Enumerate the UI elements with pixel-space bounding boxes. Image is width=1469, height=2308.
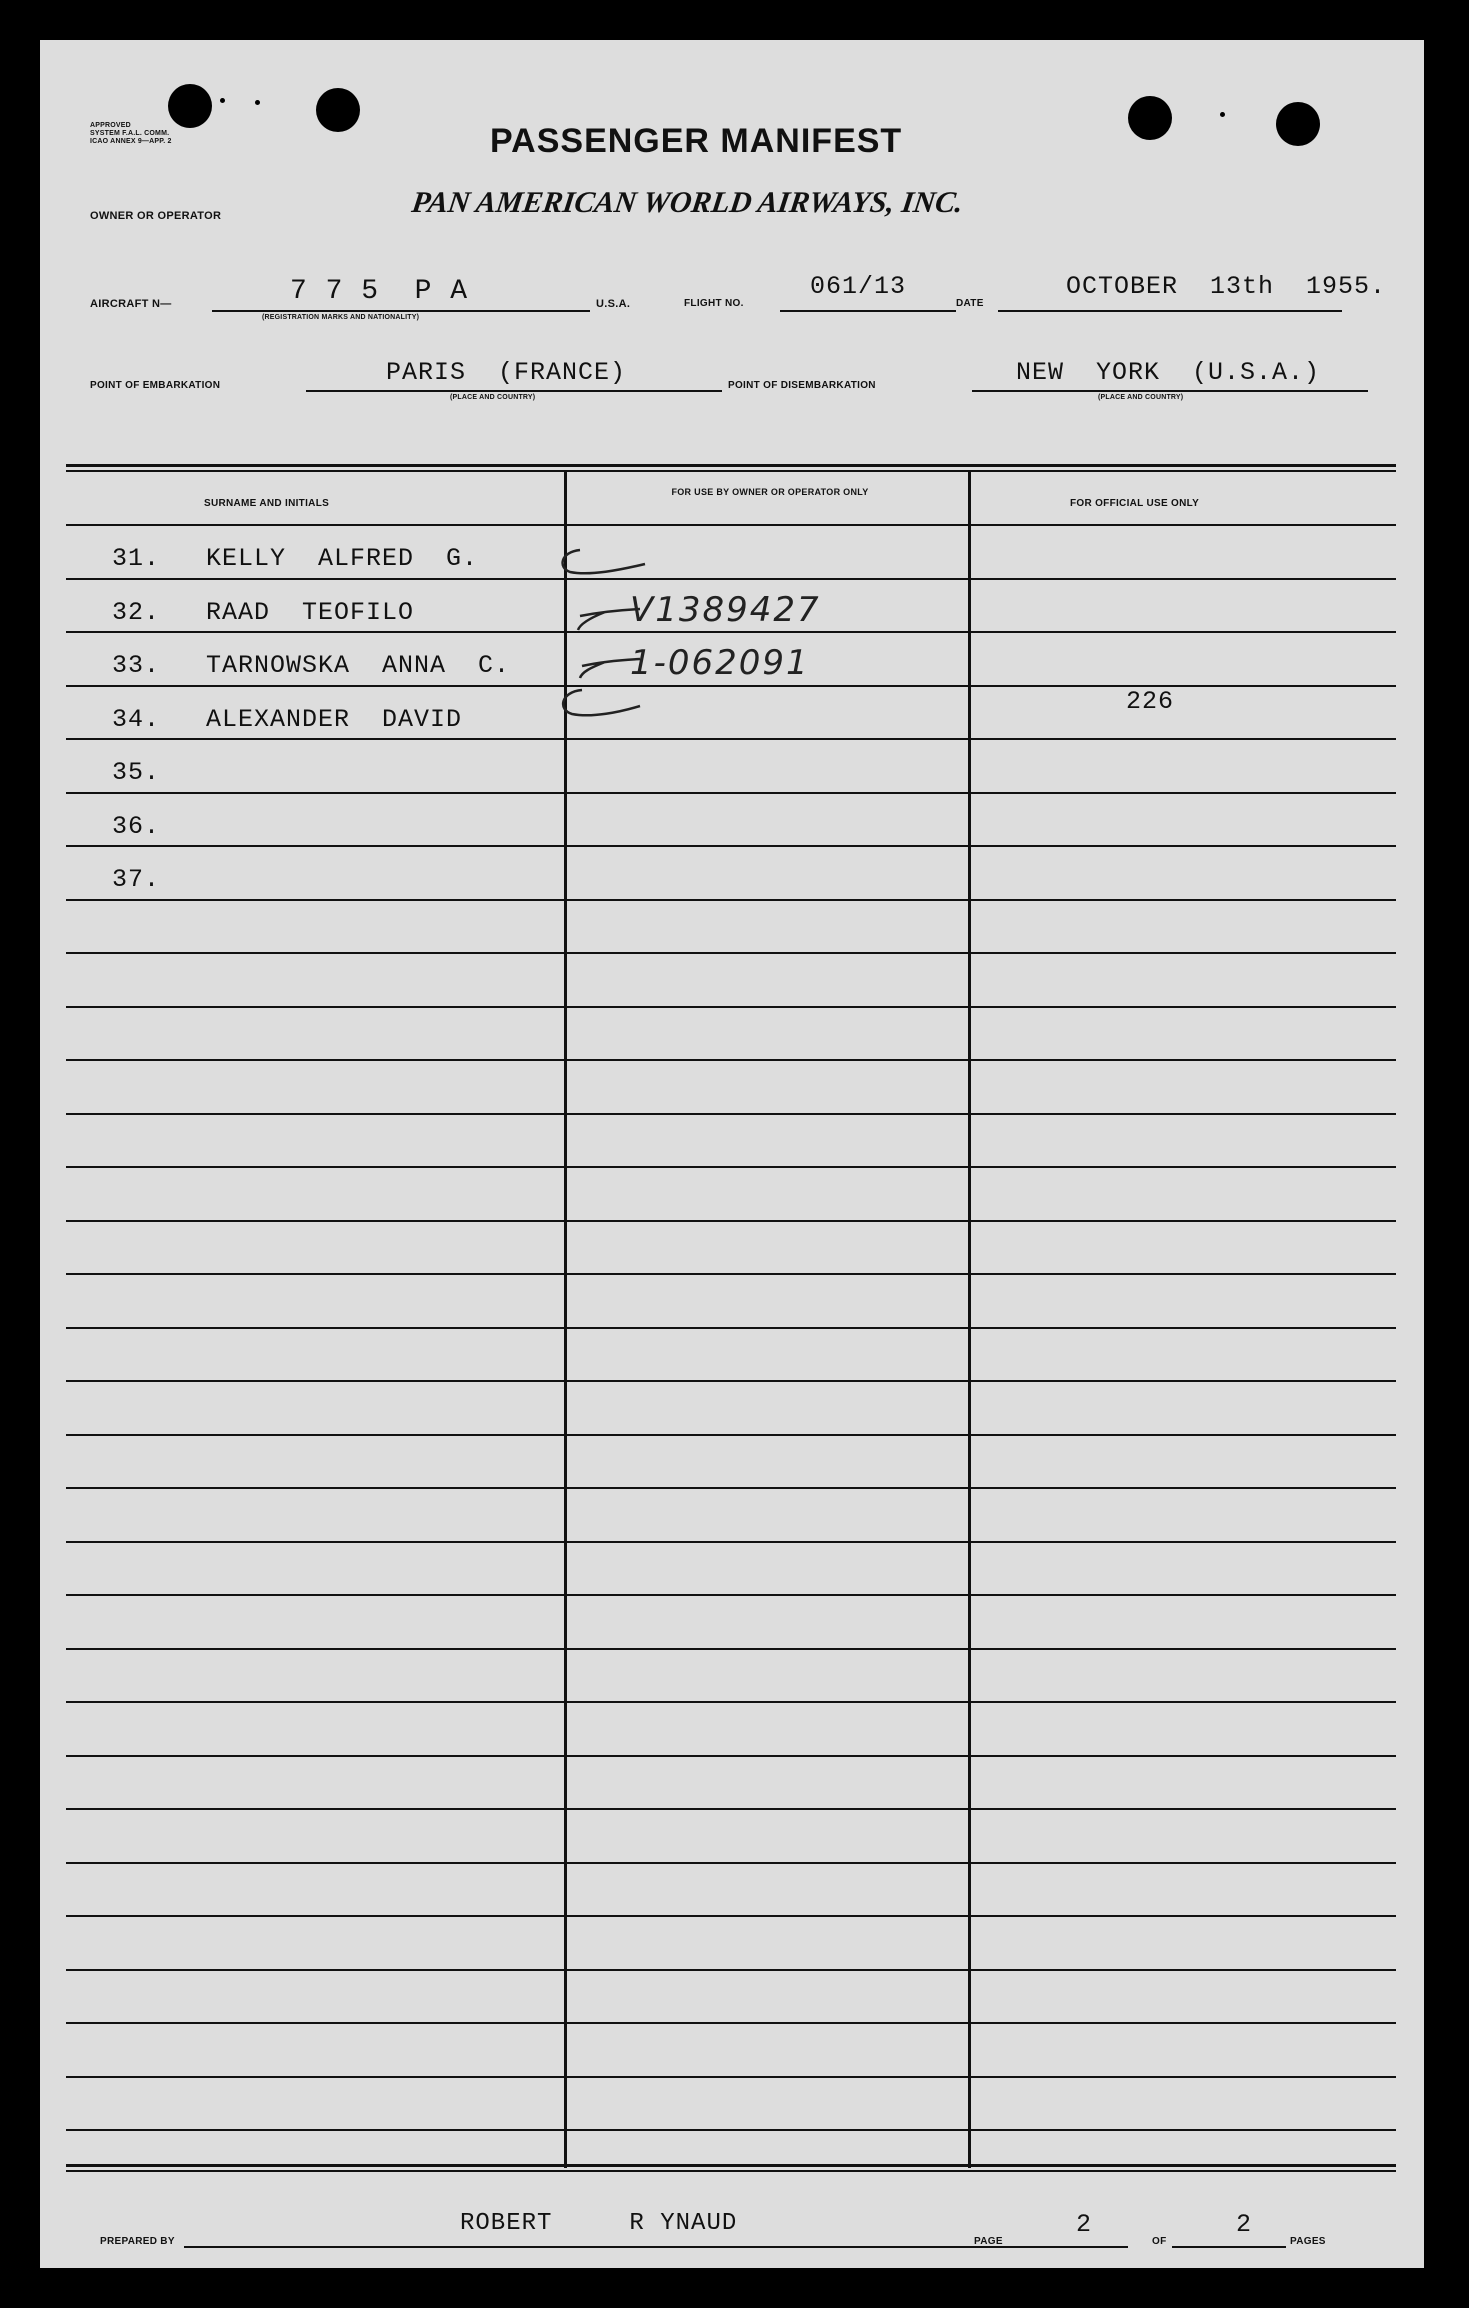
date-underline	[998, 310, 1342, 312]
row-rule	[66, 792, 1396, 794]
company-name: PAN AMERICAN WORLD AIRWAYS, INC.	[409, 186, 966, 219]
disembarkation-value: NEW YORK (U.S.A.)	[1016, 358, 1321, 387]
row-rule	[66, 1594, 1396, 1596]
row-rule	[66, 578, 1396, 580]
aircraft-underline	[212, 310, 590, 312]
passenger-number: 32.	[112, 598, 161, 627]
passenger-name: KELLY ALFRED G.	[206, 544, 479, 573]
flight-label: FLIGHT NO.	[684, 298, 744, 309]
passenger-name: ALEXANDER DAVID	[206, 705, 463, 734]
approval-line: APPROVED	[90, 122, 131, 129]
passenger-number: 36.	[112, 812, 161, 841]
table-top-rule	[66, 464, 1396, 467]
approval-line: SYSTEM F.A.L. COMM.	[90, 130, 170, 137]
aircraft-value: 7 7 5 P A	[290, 276, 469, 307]
paper-speck	[1220, 112, 1225, 117]
prepared-by-label: PREPARED BY	[100, 2236, 175, 2247]
disembarkation-underline	[972, 390, 1368, 392]
form-title: PASSENGER MANIFEST	[490, 122, 903, 160]
row-rule	[66, 524, 1396, 526]
row-rule	[66, 1380, 1396, 1382]
usa-label: U.S.A.	[596, 298, 631, 310]
row-rule	[66, 685, 1396, 687]
passenger-number: 34.	[112, 705, 161, 734]
passenger-number: 31.	[112, 544, 161, 573]
row-rule	[66, 1648, 1396, 1650]
punch-hole-3	[1128, 96, 1172, 140]
page-label: PAGE	[974, 2236, 1003, 2247]
row-rule	[66, 1113, 1396, 1115]
row-rule	[66, 1701, 1396, 1703]
pages-label: PAGES	[1290, 2236, 1326, 2247]
embarkation-underline	[306, 390, 722, 392]
of-label: OF	[1152, 2236, 1167, 2247]
table-bottom-rule	[66, 2164, 1396, 2167]
embarkation-value: PARIS (FRANCE)	[386, 358, 627, 387]
official-entry: 226	[1126, 687, 1175, 716]
row-rule	[66, 1434, 1396, 1436]
of-underline	[1172, 2246, 1286, 2248]
paper-speck	[220, 98, 225, 103]
aircraft-caption: (REGISTRATION MARKS AND NATIONALITY)	[262, 314, 420, 321]
column-header-surname: SURNAME AND INITIALS	[204, 498, 330, 509]
prepared-by-value: ROBERT R YNAUD	[460, 2210, 738, 2237]
disembarkation-caption: (PLACE AND COUNTRY)	[1098, 394, 1184, 401]
date-label: DATE	[956, 298, 984, 309]
row-rule	[66, 1915, 1396, 1917]
column-divider-2	[968, 470, 971, 2168]
approval-line: ICAO ANNEX 9—APP. 2	[90, 138, 172, 145]
row-rule	[66, 2076, 1396, 2078]
table-bottom-rule-2	[66, 2170, 1396, 2172]
row-rule	[66, 2129, 1396, 2131]
row-rule	[66, 1327, 1396, 1329]
pages-value: 2	[1236, 2210, 1253, 2239]
punch-hole-2	[316, 88, 360, 132]
row-rule	[66, 1808, 1396, 1810]
paper-speck	[255, 100, 260, 105]
row-rule	[66, 899, 1396, 901]
row-rule	[66, 2022, 1396, 2024]
embarkation-label: POINT OF EMBARKATION	[90, 380, 221, 391]
date-value: OCTOBER 13th 1955.	[1066, 272, 1387, 301]
row-rule	[66, 631, 1396, 633]
punch-hole-4	[1276, 102, 1320, 146]
flight-underline	[780, 310, 956, 312]
check-marks	[520, 520, 720, 740]
punch-hole-1	[168, 84, 212, 128]
operator-entry: V1389427	[630, 590, 821, 630]
embarkation-caption: (PLACE AND COUNTRY)	[450, 394, 536, 401]
operator-entry: 1-062091	[630, 643, 810, 683]
aircraft-label: AIRCRAFT N—	[90, 298, 172, 310]
owner-label: OWNER OR OPERATOR	[90, 210, 222, 222]
row-rule	[66, 1166, 1396, 1168]
passenger-name: RAAD TEOFILO	[206, 598, 415, 627]
row-rule	[66, 1755, 1396, 1757]
column-header-official: FOR OFFICIAL USE ONLY	[1070, 498, 1200, 509]
row-rule	[66, 1487, 1396, 1489]
column-header-operator: FOR USE BY OWNER OR OPERATOR ONLY	[671, 487, 869, 497]
table-top-rule-2	[66, 470, 1396, 472]
row-rule	[66, 1862, 1396, 1864]
row-rule	[66, 1273, 1396, 1275]
passenger-number: 33.	[112, 651, 161, 680]
passenger-name: TARNOWSKA ANNA C.	[206, 651, 511, 680]
row-rule	[66, 1969, 1396, 1971]
prepared-by-underline	[184, 2246, 1014, 2248]
disembarkation-label: POINT OF DISEMBARKATION	[728, 380, 876, 391]
page-value: 2	[1076, 2210, 1093, 2239]
approval-block	[90, 122, 172, 146]
row-rule	[66, 845, 1396, 847]
row-rule	[66, 1220, 1396, 1222]
row-rule	[66, 1059, 1396, 1061]
row-rule	[66, 1006, 1396, 1008]
passenger-number: 37.	[112, 865, 161, 894]
manifest-sheet	[40, 40, 1424, 2268]
page-underline	[1012, 2246, 1128, 2248]
row-rule	[66, 738, 1396, 740]
flight-value: 061/13	[810, 272, 907, 301]
row-rule	[66, 952, 1396, 954]
passenger-number: 35.	[112, 758, 161, 787]
row-rule	[66, 1541, 1396, 1543]
